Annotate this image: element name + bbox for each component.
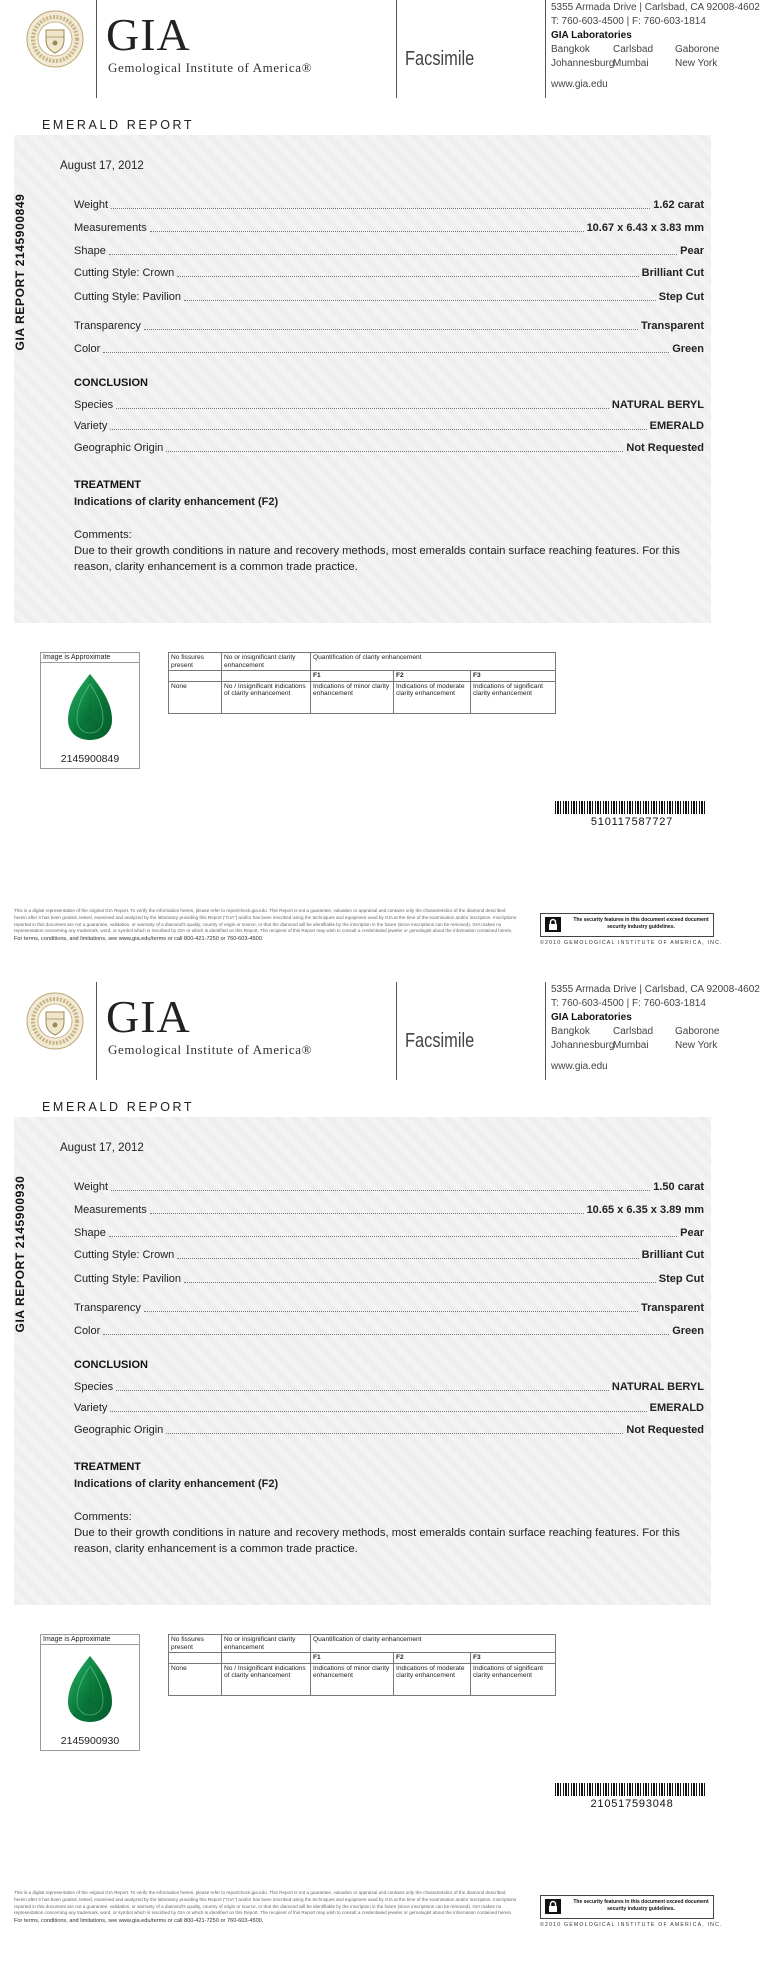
- comments-block: [74, 1509, 714, 1557]
- table-header: No fissures present: [169, 653, 222, 671]
- measurements-row: [74, 1203, 704, 1217]
- clarity-enhancement-table: [168, 1634, 556, 1696]
- leader-dots: [144, 319, 638, 330]
- color-row: [74, 1324, 704, 1338]
- species-value: NATURAL BERYL: [611, 1381, 704, 1393]
- leader-dots: [116, 398, 609, 409]
- city: Gaborone: [675, 44, 720, 55]
- table-header: F3: [471, 1653, 556, 1664]
- header-divider: [545, 982, 546, 1080]
- city: Bangkok: [551, 44, 590, 55]
- leader-dots: [184, 290, 656, 301]
- leader-dots: [144, 1301, 638, 1312]
- security-badge: [540, 1895, 714, 1919]
- leader-dots: [116, 1380, 609, 1391]
- cutting-crown-row: [74, 266, 704, 280]
- report-number-vertical: GIA REPORT 2145900930: [13, 1175, 27, 1333]
- lab-cities: [551, 43, 760, 71]
- table-header: No or insignificant clarity enhancement: [222, 1635, 311, 1653]
- measurements-row: [74, 221, 704, 235]
- terms-link[interactable]: For terms, conditions, and limitations, see www.gia.edu/terms or call 800-421-7250 or 760-603-4500.: [14, 1918, 264, 1924]
- leader-dots: [103, 1324, 669, 1335]
- shape-row: [74, 244, 704, 258]
- cutting-crown-row: [74, 1248, 704, 1262]
- leader-dots: [111, 1180, 650, 1191]
- table-header: F1: [311, 1653, 394, 1664]
- emerald-report: [0, 982, 760, 1963]
- report-title: EMERALD REPORT: [42, 118, 195, 132]
- lab-cities: [551, 1025, 760, 1053]
- gem-image-number: 2145900930: [60, 1735, 120, 1747]
- cutting-crown-value: Brilliant Cut: [641, 267, 704, 279]
- gia-logo: GIA: [106, 9, 191, 60]
- shape-value: Pear: [680, 245, 704, 257]
- conclusion-heading: CONCLUSION: [74, 1359, 148, 1371]
- city: Bangkok: [551, 1026, 590, 1037]
- gem-image-box: [40, 1634, 140, 1751]
- cutting-crown-label: Cutting Style: Crown: [74, 1249, 175, 1261]
- measurements-value: 10.67 x 6.43 x 3.83 mm: [586, 222, 704, 234]
- species-label: Species: [74, 399, 114, 411]
- table-cell: No / Insignificant indications of clarity enhancement: [222, 681, 311, 713]
- transparency-value: Transparent: [641, 1302, 704, 1314]
- color-value: Green: [672, 343, 704, 355]
- lock-icon: [545, 917, 561, 932]
- city: Gaborone: [675, 1026, 720, 1037]
- origin-value: Not Requested: [626, 442, 704, 454]
- shape-label: Shape: [74, 1227, 106, 1239]
- header-divider: [96, 982, 97, 1080]
- transparency-row: [74, 319, 704, 333]
- weight-row: [74, 1180, 704, 1194]
- leader-dots: [109, 244, 677, 255]
- comments-text: Due to their growth conditions in nature and recovery methods, most emeralds contain surface reaching features. For this reason, clarity enhancement is a common trade practice.: [74, 545, 680, 573]
- city: Mumbai: [613, 1040, 649, 1051]
- leader-dots: [166, 1423, 623, 1434]
- color-value: Green: [672, 1325, 704, 1337]
- origin-row: [74, 441, 704, 455]
- leader-dots: [110, 419, 646, 430]
- report-date: August 17, 2012: [60, 160, 144, 172]
- origin-row: [74, 1423, 704, 1437]
- weight-label: Weight: [74, 1181, 109, 1193]
- security-text: The security features in this document exceed document security industry guidelines.: [573, 917, 709, 930]
- table-cell: No / Insignificant indications of clarity enhancement: [222, 1663, 311, 1695]
- comments-text: Due to their growth conditions in nature and recovery methods, most emeralds contain surface reaching features. For this reason, clarity enhancement is a common trade practice.: [74, 1527, 680, 1555]
- disclaimer-text: This is a digital representation of the original GIA Report. To verify the information herein, please refer to reportcheck.gia.edu. This Report is not a guarantee, valuation or appraisal and contains only the characteristics of the diamond described herein after it has been graded, tested, examined and analyzed by the laboratory providing this Report ("GIA") and/or has been inscribed using the techniques and equipment used by GIA at the time of the examination and/or inscription. Inscriptions reported in this document are not a guarantee, validation, or warranty of a diamond's quality, country of origin or source, or that the diamond will be identifiable by the inscription in the future (since inscriptions can be removed). GIA makes no representation concerning any trademark, word, or symbol which is inscribed by GIA or which is identified on this Report. The recipient of this Report may wish to consult a credentialed jeweler or gemologist about the information contained herein.: [14, 908, 517, 934]
- variety-label: Variety: [74, 420, 108, 432]
- table-cell: Indications of minor clarity enhancement: [311, 681, 394, 713]
- city: New York: [675, 58, 718, 69]
- gem-image-number: 2145900849: [60, 753, 120, 765]
- city: New York: [675, 1040, 718, 1051]
- terms-link[interactable]: For terms, conditions, and limitations, see www.gia.edu/terms or call 800-421-7250 or 760-603-4500.: [14, 936, 264, 942]
- shape-row: [74, 1226, 704, 1240]
- security-badge: [540, 913, 714, 937]
- address-line: 5355 Armada Drive | Carlsbad, CA 92008-4602: [551, 984, 760, 995]
- header-divider: [545, 0, 546, 98]
- phone-line: T: 760-603-4500 | F: 760-603-1814: [551, 998, 706, 1009]
- report-number-vertical: GIA REPORT 2145900849: [13, 193, 27, 351]
- cutting-pavilion-row: [74, 290, 704, 304]
- shape-label: Shape: [74, 245, 106, 257]
- comments-block: [74, 527, 714, 575]
- city: Johannesburg: [551, 1040, 615, 1051]
- gem-image-box: [40, 652, 140, 769]
- table-cell: [169, 1653, 222, 1664]
- disclaimer-text: This is a digital representation of the original GIA Report. To verify the information herein, please refer to reportcheck.gia.edu. This Report is not a guarantee, valuation or appraisal and contains only the characteristics of the diamond described herein after it has been graded, tested, examined and analyzed by the laboratory providing this Report ("GIA") and/or has been inscribed using the techniques and equipment used by GIA at the time of the examination and/or inscription. Inscriptions reported in this document are not a guarantee, validation, or warranty of a diamond's quality, country of origin or source, or that the diamond will be identifiable by the inscription in the future (since inscriptions can be removed). GIA makes no representation concerning any trademark, word, or symbol which is inscribed by GIA or which is identified on this Report. The recipient of this Report may wish to consult a credentialed jeweler or gemologist about the information contained herein.: [14, 1890, 517, 1916]
- color-label: Color: [74, 1325, 101, 1337]
- weight-row: [74, 198, 704, 212]
- transparency-value: Transparent: [641, 320, 704, 332]
- cutting-pavilion-row: [74, 1272, 704, 1286]
- leader-dots: [110, 1401, 646, 1412]
- security-text: The security features in this document exceed document security industry guidelines.: [573, 1899, 709, 1912]
- transparency-row: [74, 1301, 704, 1315]
- barcode-number: 510117587727: [590, 816, 674, 828]
- table-header: F2: [394, 1653, 471, 1664]
- table-cell: [222, 1653, 311, 1664]
- table-header: Quantification of clarity enhancement: [311, 1635, 556, 1653]
- variety-row: [74, 419, 704, 433]
- variety-value: EMERALD: [649, 420, 704, 432]
- color-label: Color: [74, 343, 101, 355]
- measurements-label: Measurements: [74, 1204, 147, 1216]
- shape-value: Pear: [680, 1227, 704, 1239]
- institute-name: Gemological Institute of America®: [108, 1042, 313, 1057]
- city: Carlsbad: [613, 1026, 654, 1037]
- treatment-heading: TREATMENT: [74, 479, 142, 491]
- clarity-enhancement-table: [168, 652, 556, 714]
- city: Carlsbad: [613, 44, 654, 55]
- variety-value: EMERALD: [649, 1402, 704, 1414]
- header-divider: [96, 0, 97, 98]
- table-header: F2: [394, 671, 471, 682]
- labs-title: GIA Laboratories: [551, 30, 632, 41]
- leader-dots: [111, 198, 650, 209]
- cutting-crown-label: Cutting Style: Crown: [74, 267, 175, 279]
- pear-emerald-icon: [65, 1654, 115, 1724]
- leader-dots: [103, 342, 669, 353]
- pear-emerald-icon: [65, 672, 115, 742]
- leader-dots: [109, 1226, 677, 1237]
- table-header: No fissures present: [169, 1635, 222, 1653]
- table-cell: Indications of significant clarity enhancement: [471, 681, 556, 713]
- treatment-value: Indications of clarity enhancement (F2): [74, 496, 279, 508]
- image-caption: Image is Approximate: [41, 1635, 139, 1645]
- cutting-pavilion-label: Cutting Style: Pavilion: [74, 291, 181, 303]
- table-cell: Indications of minor clarity enhancement: [311, 1663, 394, 1695]
- cutting-crown-value: Brilliant Cut: [641, 1249, 704, 1261]
- report-title: EMERALD REPORT: [42, 1100, 195, 1114]
- address-line: 5355 Armada Drive | Carlsbad, CA 92008-4602: [551, 2, 760, 13]
- origin-value: Not Requested: [626, 1424, 704, 1436]
- leader-dots: [166, 441, 623, 452]
- emerald-report: [0, 0, 760, 981]
- cutting-pavilion-value: Step Cut: [658, 291, 704, 303]
- transparency-label: Transparency: [74, 1302, 141, 1314]
- weight-label: Weight: [74, 199, 109, 211]
- species-row: [74, 1380, 704, 1394]
- origin-label: Geographic Origin: [74, 442, 164, 454]
- gia-logo: GIA: [106, 991, 191, 1042]
- treatment-value: Indications of clarity enhancement (F2): [74, 1478, 279, 1490]
- species-row: [74, 398, 704, 412]
- lock-icon: [545, 1899, 561, 1914]
- variety-row: [74, 1401, 704, 1415]
- gia-address-block: [551, 983, 760, 1074]
- header-divider: [396, 982, 397, 1080]
- treatment-heading: TREATMENT: [74, 1461, 142, 1473]
- leader-dots: [150, 1203, 584, 1214]
- phone-line: T: 760-603-4500 | F: 760-603-1814: [551, 16, 706, 27]
- gia-address-block: [551, 1, 760, 92]
- table-cell: Indications of significant clarity enhancement: [471, 1663, 556, 1695]
- variety-label: Variety: [74, 1402, 108, 1414]
- city: Mumbai: [613, 58, 649, 69]
- leader-dots: [150, 221, 584, 232]
- gia-seal-icon: [26, 992, 84, 1050]
- header-divider: [396, 0, 397, 98]
- leader-dots: [177, 266, 638, 277]
- table-header: F3: [471, 671, 556, 682]
- comments-heading: Comments:: [74, 529, 132, 541]
- table-header: No or insignificant clarity enhancement: [222, 653, 311, 671]
- barcode-graphic: [555, 1783, 707, 1796]
- table-cell: None: [169, 681, 222, 713]
- measurements-value: 10.65 x 6.35 x 3.89 mm: [586, 1204, 704, 1216]
- weight-value: 1.62 carat: [653, 199, 704, 211]
- table-cell: Indications of moderate clarity enhancement: [394, 1663, 471, 1695]
- table-header: Quantification of clarity enhancement: [311, 653, 556, 671]
- website-link[interactable]: www.gia.edu: [551, 79, 608, 90]
- measurements-label: Measurements: [74, 222, 147, 234]
- conclusion-heading: CONCLUSION: [74, 377, 148, 389]
- gia-seal-icon: [26, 10, 84, 68]
- table-cell: [169, 671, 222, 682]
- species-value: NATURAL BERYL: [611, 399, 704, 411]
- cutting-pavilion-value: Step Cut: [658, 1273, 704, 1285]
- transparency-label: Transparency: [74, 320, 141, 332]
- barcode-graphic: [555, 801, 707, 814]
- origin-label: Geographic Origin: [74, 1424, 164, 1436]
- copyright: ©2010 GEMOLOGICAL INSTITUTE OF AMERICA, INC.: [540, 1922, 723, 1928]
- cutting-pavilion-label: Cutting Style: Pavilion: [74, 1273, 181, 1285]
- facsimile-label: Facsimile: [405, 48, 475, 70]
- copyright: ©2010 GEMOLOGICAL INSTITUTE OF AMERICA, INC.: [540, 940, 723, 946]
- table-cell: None: [169, 1663, 222, 1695]
- barcode-number: 210517593048: [590, 1798, 674, 1810]
- weight-value: 1.50 carat: [653, 1181, 704, 1193]
- color-row: [74, 342, 704, 356]
- comments-heading: Comments:: [74, 1511, 132, 1523]
- table-header: F1: [311, 671, 394, 682]
- report-date: August 17, 2012: [60, 1142, 144, 1154]
- image-caption: Image is Approximate: [41, 653, 139, 663]
- institute-name: Gemological Institute of America®: [108, 60, 313, 75]
- table-cell: Indications of moderate clarity enhancement: [394, 681, 471, 713]
- species-label: Species: [74, 1381, 114, 1393]
- labs-title: GIA Laboratories: [551, 1012, 632, 1023]
- facsimile-label: Facsimile: [405, 1030, 475, 1052]
- table-cell: [222, 671, 311, 682]
- website-link[interactable]: www.gia.edu: [551, 1061, 608, 1072]
- leader-dots: [184, 1272, 656, 1283]
- leader-dots: [177, 1248, 638, 1259]
- city: Johannesburg: [551, 58, 615, 69]
